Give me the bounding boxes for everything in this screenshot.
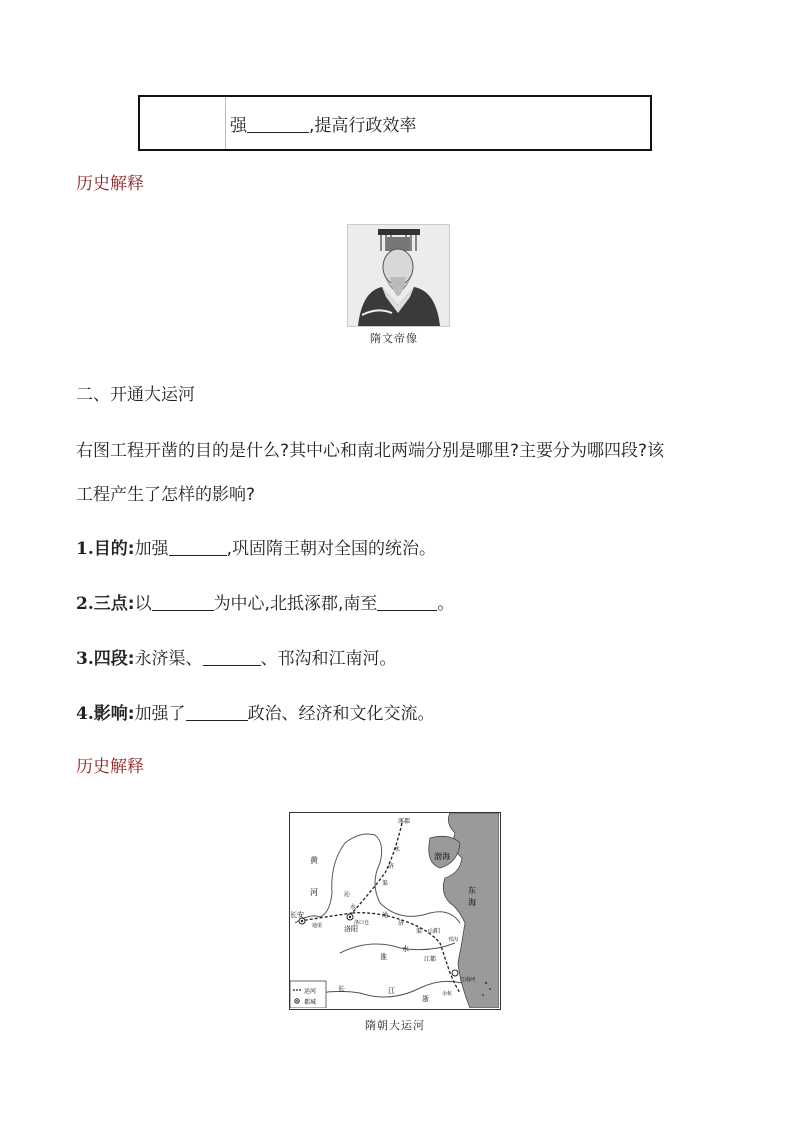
label-jiang: 江 — [388, 987, 395, 995]
fill-blank[interactable] — [152, 594, 214, 611]
label-huai: 淮 — [380, 953, 387, 961]
grand-canal-map-drawing — [290, 813, 499, 1008]
fill-blank[interactable] — [169, 539, 227, 556]
item-label: 三点: — [93, 594, 135, 614]
item-text: 为中心,北抵涿郡,南至 — [213, 594, 378, 614]
label-jiangdu: 江都 — [424, 956, 437, 963]
label-tongji-left: 通渠 — [312, 923, 323, 929]
label-luokou: 洛口仓 — [354, 920, 370, 926]
portrait-caption: 隋文帝像 — [370, 332, 418, 345]
item-number: 3. — [76, 649, 94, 669]
label-hangou: 邗沟 — [448, 937, 459, 943]
item-text: 加强了 — [134, 704, 186, 724]
item-number: 4. — [76, 704, 94, 724]
label-changan: 长安 — [290, 911, 304, 919]
label-ji-2: 济 — [398, 920, 405, 927]
answer-item-purpose — [76, 534, 436, 559]
question-line-1: 右图工程开凿的目的是什么?其中心和南北两端分别是哪里?主要分为哪四段?该 — [76, 441, 665, 461]
table-cell-text — [230, 111, 416, 136]
item-text: 永济渠、 — [134, 649, 203, 669]
grand-canal-map — [289, 812, 501, 1010]
fill-blank[interactable] — [377, 594, 437, 611]
fill-blank[interactable] — [247, 116, 309, 133]
label-yong: 永 — [394, 846, 401, 853]
item-label: 影响: — [93, 704, 135, 724]
item-text: 。 — [437, 594, 455, 614]
label-chang: 长 — [338, 985, 345, 993]
answer-item-three-points — [76, 589, 454, 614]
table-text-after: ,提高行政效率 — [309, 116, 417, 136]
item-number: 2. — [76, 594, 94, 614]
item-text: 以 — [134, 594, 152, 614]
history-explanation-heading-2: 历史解释 — [76, 757, 144, 777]
fill-blank[interactable] — [186, 704, 248, 721]
question-line-2: 工程产生了怎样的影响? — [76, 485, 256, 505]
label-zhe: 浙 — [422, 995, 429, 1003]
label-zhuojun: 涿郡 — [398, 818, 411, 825]
table-text-before: 强 — [230, 116, 247, 136]
fill-blank[interactable] — [203, 649, 261, 666]
item-text: 、邗沟和江南河。 — [260, 649, 397, 669]
huai-river — [340, 943, 455, 953]
answer-item-four-sections — [76, 644, 397, 669]
item-number: 1. — [76, 539, 94, 559]
item-text: ,巩固隋王朝对全国的统治。 — [226, 539, 436, 559]
label-donghai-1: 东 — [468, 886, 476, 895]
emperor-portrait-drawing — [348, 225, 449, 326]
answer-item-influence — [76, 699, 435, 724]
item-text: 政治、经济和文化交流。 — [247, 704, 435, 724]
item-text: 加强 — [134, 539, 169, 559]
label-donghai-2: 海 — [468, 898, 476, 907]
item-label: 目的: — [93, 539, 135, 559]
label-shui2: 水 — [402, 945, 409, 953]
label-qu-1: 渠 — [382, 880, 389, 887]
table-column-divider — [225, 97, 226, 149]
label-shui: 水 — [350, 904, 357, 911]
label-jiangnanhe: 江南河 — [460, 977, 476, 983]
legend-canal-label: 运河 — [304, 988, 317, 995]
item-label: 四段: — [93, 649, 135, 669]
label-bohai: 渤海 — [434, 852, 450, 861]
label-tong: 通 — [382, 912, 389, 919]
label-ji-1: 济 — [388, 863, 395, 870]
legend-city-label: 都城 — [304, 999, 317, 1006]
label-qin: 沁 — [344, 891, 351, 898]
label-shanyang: 山阳 — [428, 928, 441, 935]
label-huang: 黄 — [310, 856, 318, 865]
section-title: 二、开通大运河 — [76, 385, 195, 405]
emperor-portrait-image — [347, 224, 450, 327]
map-caption: 隋朝大运河 — [365, 1019, 425, 1032]
history-explanation-heading-1: 历史解释 — [76, 174, 144, 194]
label-yuhang: 余杭 — [442, 991, 453, 997]
label-qu-2: 渠 — [416, 928, 423, 935]
policy-table — [138, 95, 652, 151]
label-luoyang: 洛阳 — [344, 925, 358, 933]
label-he: 河 — [310, 888, 318, 897]
